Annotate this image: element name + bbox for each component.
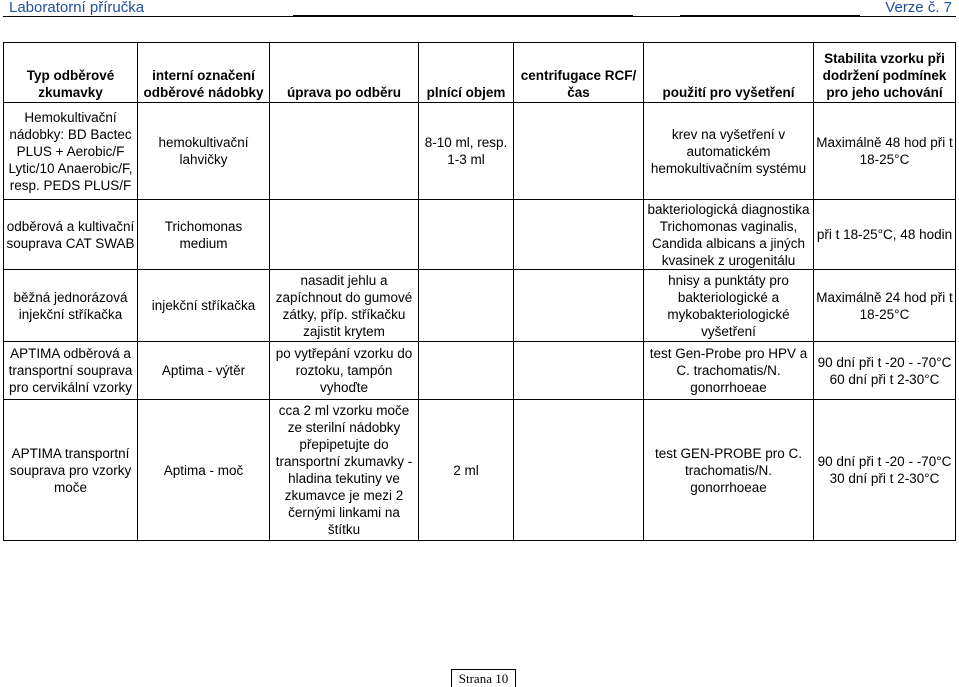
cell-centrifuge [514, 270, 644, 342]
cell-prep: po vytřepání vzorku do roztoku, tampón vyhoďte [270, 342, 419, 400]
col-header-use: použití pro vyšetření [644, 43, 814, 103]
cell-label: injekční stříkačka [138, 270, 270, 342]
cell-use: krev na vyšetření v automatickém hemokultivačním systému [644, 103, 814, 200]
col-header-prep: úprava po odběru [270, 43, 419, 103]
cell-centrifuge [514, 103, 644, 200]
header-thick-rule-right [680, 15, 860, 17]
cell-type: APTIMA odběrová a transportní souprava pro cervikální vzorky [4, 342, 138, 400]
table-row [4, 270, 956, 342]
col-header-centrifuge: centrifugace RCF/čas [514, 43, 644, 103]
cell-centrifuge [514, 342, 644, 400]
cell-type: APTIMA transportní souprava pro vzorky moče [4, 400, 138, 541]
cell-use: test GEN-PROBE pro C. trachomatis/N. gonorrhoeae [644, 400, 814, 541]
sample-container-table [3, 42, 956, 541]
document-title: Laboratorní příručka [9, 0, 145, 16]
cell-label: hemokultivační lahvičky [138, 103, 270, 200]
table-row [4, 400, 956, 541]
cell-type: Hemokultivační nádobky: BD Bactec PLUS + Aerobic/F Lytic/10 Anaerobic/F, resp. PEDS PLUS/F [4, 103, 138, 200]
cell-stability: při t 18-25°C, 48 hodin [814, 200, 956, 270]
cell-type: běžná jednorázová injekční stříkačka [4, 270, 138, 342]
cell-centrifuge [514, 400, 644, 541]
cell-label: Trichomonas medium [138, 200, 270, 270]
table-header-row [4, 43, 956, 103]
cell-volume: 2 ml [419, 400, 514, 541]
cell-use: hnisy a punktáty pro bakteriologické a mykobakteriologické vyšetření [644, 270, 814, 342]
cell-centrifuge [514, 200, 644, 270]
col-header-volume: plnící objem [419, 43, 514, 103]
col-header-type: Typ odběrové zkumavky [4, 43, 138, 103]
cell-stability: Maximálně 48 hod při t 18-25°C [814, 103, 956, 200]
cell-prep: nasadit jehlu a zapíchnout do gumové zátky, příp. stříkačku zajistit krytem [270, 270, 419, 342]
cell-use: bakteriologická diagnostika Trichomonas vaginalis, Candida albicans a jiných kvasinek z urogenitálu [644, 200, 814, 270]
cell-stability: 90 dní při t -20 - -70°C 30 dní při t 2-30°C [814, 400, 956, 541]
document-version: Verze č. 7 [885, 0, 952, 16]
table-row [4, 200, 956, 270]
cell-use: test Gen-Probe pro HPV a C. trachomatis/N. gonorrhoeae [644, 342, 814, 400]
cell-label: Aptima - výtěr [138, 342, 270, 400]
page-number: Strana 10 [451, 669, 516, 687]
cell-volume [419, 270, 514, 342]
cell-volume: 8-10 ml, resp. 1-3 ml [419, 103, 514, 200]
cell-stability: 90 dní při t -20 - -70°C 60 dní při t 2-30°C [814, 342, 956, 400]
cell-type: odběrová a kultivační souprava CAT SWAB [4, 200, 138, 270]
cell-label: Aptima - moč [138, 400, 270, 541]
cell-prep [270, 103, 419, 200]
table-row [4, 342, 956, 400]
header-thick-rule [293, 15, 633, 17]
cell-stability: Maximálně 24 hod při t 18-25°C [814, 270, 956, 342]
col-header-label: interní označení odběrové nádobky [138, 43, 270, 103]
table-row [4, 103, 956, 200]
cell-volume [419, 342, 514, 400]
cell-volume [419, 200, 514, 270]
cell-prep [270, 200, 419, 270]
col-header-stability: Stabilita vzorku při dodržení podmínek pro jeho uchování [814, 43, 956, 103]
cell-prep: cca 2 ml vzorku moče ze sterilní nádobky přepipetujte do transportní zkumavky - hladina tekutiny ve zkumavce je mezi 2 černými linkami na štítku [270, 400, 419, 541]
